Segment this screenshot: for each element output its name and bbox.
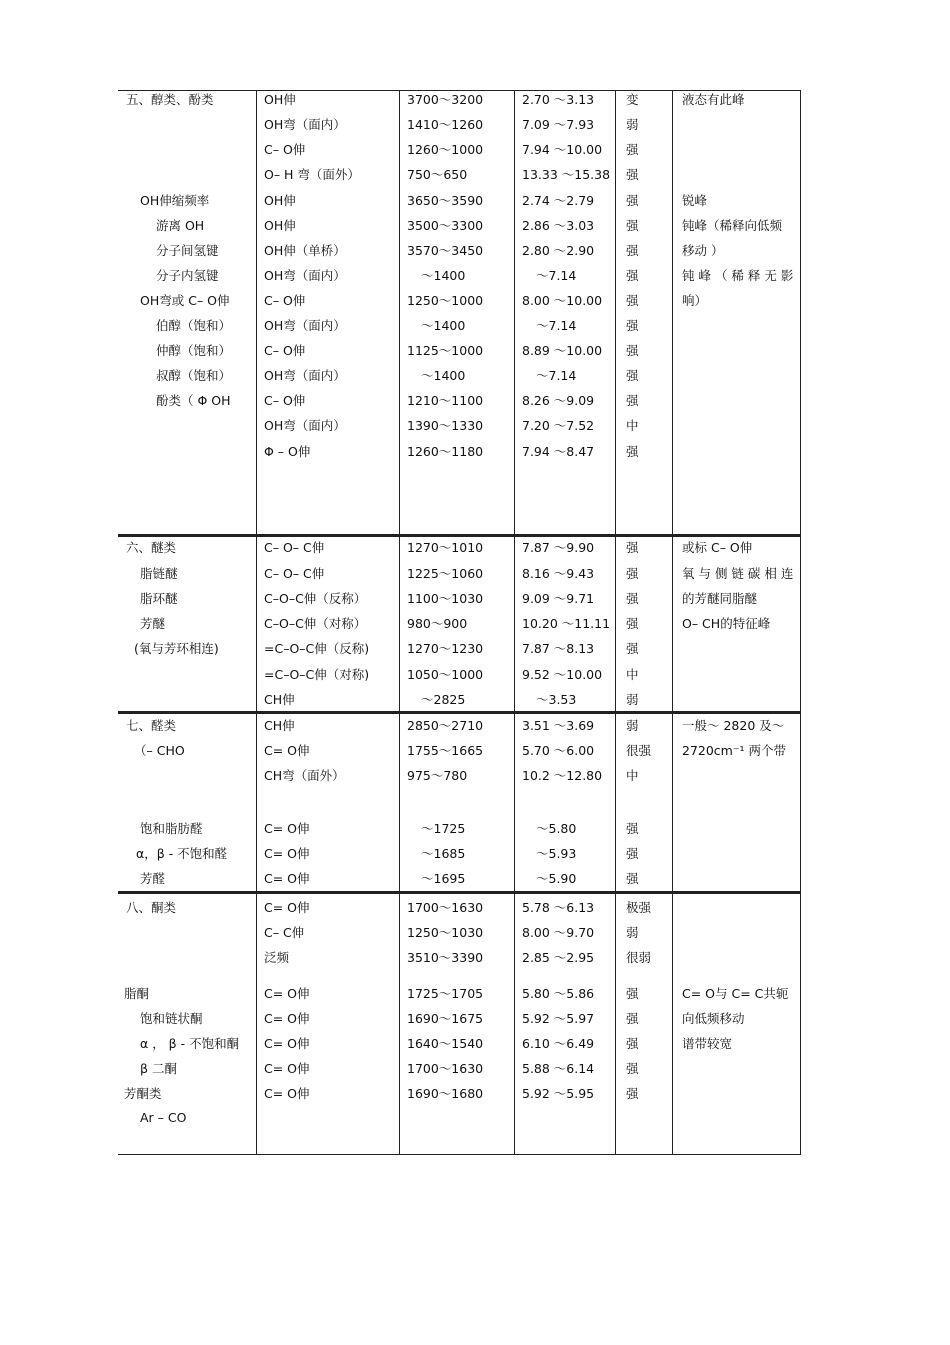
wavelength-cell: 2.74 ～2.79: [522, 193, 595, 208]
intensity-cell: 很弱: [626, 950, 652, 965]
wavenumber-cell: 3510～3390: [407, 950, 484, 965]
group-cell: 饱和脂肪醛: [140, 821, 203, 836]
column-divider: [514, 90, 515, 1155]
remark-cell: 一般～ 2820 及～: [682, 718, 785, 733]
wavelength-cell: ～7.14: [536, 368, 577, 383]
vibration-cell: C= O伸: [264, 986, 310, 1001]
intensity-cell: 强: [626, 318, 639, 333]
wavelength-cell: 5.80 ～5.86: [522, 986, 595, 1001]
wavenumber-cell: 3500～3300: [407, 218, 484, 233]
wavenumber-cell: 1700～1630: [407, 1061, 484, 1076]
wavenumber-cell: 2850～2710: [407, 718, 484, 733]
vibration-cell: CH弯（面外）: [264, 768, 345, 783]
wavenumber-cell: ～1400: [421, 368, 466, 383]
section-divider-7: [118, 711, 801, 714]
intensity-cell: 强: [626, 821, 639, 836]
intensity-cell: 强: [626, 846, 639, 861]
wavenumber-cell: 1100～1030: [407, 591, 484, 606]
intensity-cell: 强: [626, 393, 639, 408]
remark-cell: O– CH的特征峰: [682, 616, 771, 631]
remark-cell: 钝 峰 （ 稀 释 无 影: [682, 268, 794, 283]
intensity-cell: 强: [626, 616, 639, 631]
remark-cell: 锐峰: [682, 193, 708, 208]
intensity-cell: 中: [626, 418, 639, 433]
wavelength-cell: 5.88 ～6.14: [522, 1061, 595, 1076]
vibration-cell: C–O–C伸（反称）: [264, 591, 367, 606]
vibration-cell: C= O伸: [264, 743, 310, 758]
vibration-cell: OH弯（面内）: [264, 368, 346, 383]
vibration-cell: C= O伸: [264, 1086, 310, 1101]
wavenumber-cell: 1410～1260: [407, 117, 484, 132]
intensity-cell: 强: [626, 343, 639, 358]
vibration-cell: C– O伸: [264, 343, 306, 358]
vibration-cell: C= O伸: [264, 900, 310, 915]
group-cell: 叔醇（饱和）: [156, 368, 232, 383]
vibration-cell: O– H 弯（面外）: [264, 167, 360, 182]
intensity-cell: 中: [626, 667, 639, 682]
group-cell: OH伸缩频率: [140, 193, 210, 208]
vibration-cell: C– C伸: [264, 925, 305, 940]
vibration-cell: OH弯（面内）: [264, 318, 346, 333]
wavenumber-cell: 1225～1060: [407, 566, 484, 581]
wavenumber-cell: 975～780: [407, 768, 468, 783]
group-cell: α ， β - 不饱和酮: [140, 1036, 240, 1051]
intensity-cell: 强: [626, 591, 639, 606]
wavelength-cell: 2.70 ～3.13: [522, 92, 595, 107]
intensity-cell: 强: [626, 871, 639, 886]
intensity-cell: 强: [626, 268, 639, 283]
vibration-cell: C= O伸: [264, 821, 310, 836]
intensity-cell: 强: [626, 218, 639, 233]
vibration-cell: C= O伸: [264, 1061, 310, 1076]
intensity-cell: 中: [626, 768, 639, 783]
wavenumber-cell: 1125～1000: [407, 343, 484, 358]
intensity-cell: 强: [626, 167, 639, 182]
intensity-cell: 弱: [626, 117, 639, 132]
wavenumber-cell: 1640～1540: [407, 1036, 484, 1051]
group-cell: Ar – CO: [140, 1110, 187, 1125]
group-cell: β 二酮: [140, 1061, 177, 1076]
wavelength-cell: 2.85 ～2.95: [522, 950, 595, 965]
wavenumber-cell: 1700～1630: [407, 900, 484, 915]
wavelength-cell: ～5.93: [536, 846, 577, 861]
intensity-cell: 弱: [626, 925, 639, 940]
wavelength-cell: ～5.80: [536, 821, 577, 836]
wavenumber-cell: 1725～1705: [407, 986, 484, 1001]
group-cell: 八、酮类: [126, 900, 177, 915]
intensity-cell: 强: [626, 1036, 639, 1051]
wavelength-cell: ～7.14: [536, 268, 577, 283]
remark-cell: C= O与 C= C共轭: [682, 986, 789, 1001]
intensity-cell: 强: [626, 1011, 639, 1026]
remark-cell: 或标 C– O伸: [682, 540, 753, 555]
intensity-cell: 强: [626, 444, 639, 459]
group-cell: 芳醛: [140, 871, 166, 886]
wavelength-cell: 10.2 ～12.80: [522, 768, 603, 783]
wavenumber-cell: 1260～1000: [407, 142, 484, 157]
wavelength-cell: 8.00 ～9.70: [522, 925, 595, 940]
wavelength-cell: ～5.90: [536, 871, 577, 886]
group-cell: 脂链醚: [140, 566, 178, 581]
wavelength-cell: 7.94 ～8.47: [522, 444, 595, 459]
wavenumber-cell: 1390～1330: [407, 418, 484, 433]
vibration-cell: OH伸: [264, 92, 296, 107]
remark-cell: 液态有此峰: [682, 92, 745, 107]
intensity-cell: 强: [626, 243, 639, 258]
wavenumber-cell: 1250～1000: [407, 293, 484, 308]
vibration-cell: C= O伸: [264, 1011, 310, 1026]
intensity-cell: 极强: [626, 900, 652, 915]
group-cell: OH弯或 C– O伸: [140, 293, 230, 308]
wavelength-cell: 8.00 ～10.00: [522, 293, 603, 308]
intensity-cell: 强: [626, 566, 639, 581]
wavelength-cell: 7.87 ～8.13: [522, 641, 595, 656]
vibration-cell: C– O伸: [264, 393, 306, 408]
group-cell: 酚类（ Φ OH: [156, 393, 231, 408]
vibration-cell: OH伸: [264, 193, 296, 208]
wavelength-cell: 3.51 ～3.69: [522, 718, 595, 733]
wavenumber-cell: 1270～1010: [407, 540, 484, 555]
intensity-cell: 强: [626, 293, 639, 308]
wavenumber-cell: ～2825: [421, 692, 466, 707]
group-cell: 分子间氢键: [156, 243, 219, 258]
wavenumber-cell: 1210～1100: [407, 393, 484, 408]
wavelength-cell: 6.10 ～6.49: [522, 1036, 595, 1051]
wavelength-cell: 8.16 ～9.43: [522, 566, 595, 581]
vibration-cell: Φ – O伸: [264, 444, 311, 459]
remark-cell: 响）: [682, 293, 708, 308]
group-cell: 仲醇（饱和）: [156, 343, 232, 358]
wavenumber-cell: 980～900: [407, 616, 468, 631]
vibration-cell: OH弯（面内）: [264, 117, 346, 132]
vibration-cell: C– O伸: [264, 293, 306, 308]
wavenumber-cell: 1260～1180: [407, 444, 484, 459]
column-divider: [615, 90, 616, 1155]
group-cell: α，β - 不饱和醛: [136, 846, 228, 861]
group-cell: 饱和链状酮: [140, 1011, 203, 1026]
column-divider: [672, 90, 673, 1155]
wavenumber-cell: 1690～1680: [407, 1086, 484, 1101]
vibration-cell: OH伸（单桥）: [264, 243, 346, 258]
wavenumber-cell: 750～650: [407, 167, 468, 182]
vibration-cell: C– O伸: [264, 142, 306, 157]
vibration-cell: 泛频: [264, 950, 290, 965]
wavenumber-cell: 3650～3590: [407, 193, 484, 208]
vibration-cell: C= O伸: [264, 846, 310, 861]
group-cell: 脂环醚: [140, 591, 178, 606]
wavelength-cell: 5.92 ～5.97: [522, 1011, 595, 1026]
wavelength-cell: ～7.14: [536, 318, 577, 333]
group-cell: 五、醇类、酚类: [126, 92, 214, 107]
vibration-cell: OH弯（面内）: [264, 268, 346, 283]
wavenumber-cell: 1270～1230: [407, 641, 484, 656]
wavelength-cell: 2.86 ～3.03: [522, 218, 595, 233]
section-divider-8: [118, 891, 801, 894]
column-divider: [399, 90, 400, 1155]
wavelength-cell: 10.20 ～11.11: [522, 616, 611, 631]
group-cell: (氧与芳环相连): [134, 641, 219, 656]
wavelength-cell: 7.20 ～7.52: [522, 418, 595, 433]
vibration-cell: OH伸: [264, 218, 296, 233]
intensity-cell: 强: [626, 142, 639, 157]
intensity-cell: 强: [626, 540, 639, 555]
intensity-cell: 弱: [626, 718, 639, 733]
vibration-cell: =C–O–C伸（对称): [264, 667, 370, 682]
wavenumber-cell: ～1695: [421, 871, 466, 886]
intensity-cell: 弱: [626, 692, 639, 707]
wavelength-cell: 9.09 ～9.71: [522, 591, 595, 606]
group-cell: 芳醚: [140, 616, 166, 631]
vibration-cell: CH伸: [264, 692, 295, 707]
wavenumber-cell: ～1685: [421, 846, 466, 861]
intensity-cell: 强: [626, 641, 639, 656]
group-cell: 伯醇（饱和）: [156, 318, 232, 333]
wavenumber-cell: 1250～1030: [407, 925, 484, 940]
wavelength-cell: 5.70 ～6.00: [522, 743, 595, 758]
wavenumber-cell: 3570～3450: [407, 243, 484, 258]
wavelength-cell: 7.94 ～10.00: [522, 142, 603, 157]
vibration-cell: C= O伸: [264, 871, 310, 886]
intensity-cell: 强: [626, 368, 639, 383]
wavelength-cell: 8.89 ～10.00: [522, 343, 603, 358]
section-divider-6: [118, 534, 801, 537]
wavelength-cell: 5.92 ～5.95: [522, 1086, 595, 1101]
group-cell: 六、醚类: [126, 540, 177, 555]
intensity-cell: 强: [626, 193, 639, 208]
group-cell: （– CHO: [134, 743, 185, 758]
vibration-cell: C– O– C伸: [264, 540, 325, 555]
vibration-cell: OH弯（面内）: [264, 418, 346, 433]
wavenumber-cell: 1755～1665: [407, 743, 484, 758]
group-cell: 分子内氢键: [156, 268, 219, 283]
table-top-rule: [118, 90, 801, 91]
wavenumber-cell: 1050～1000: [407, 667, 484, 682]
remark-cell: 氧 与 侧 链 碳 相 连: [682, 566, 794, 581]
remark-cell: 谱带较宽: [682, 1036, 733, 1051]
intensity-cell: 强: [626, 1086, 639, 1101]
vibration-cell: C= O伸: [264, 1036, 310, 1051]
intensity-cell: 很强: [626, 743, 652, 758]
table-bottom-rule: [118, 1154, 801, 1155]
remark-cell: 移动 ）: [682, 243, 724, 258]
group-cell: 游离 OH: [156, 218, 205, 233]
column-divider: [256, 90, 257, 1155]
vibration-cell: C–O–C伸（对称）: [264, 616, 367, 631]
group-cell: 芳酮类: [124, 1086, 162, 1101]
remark-cell: 2720cm⁻¹ 两个带: [682, 743, 786, 758]
remark-cell: 向低频移动: [682, 1011, 745, 1026]
wavelength-cell: ～3.53: [536, 692, 577, 707]
intensity-cell: 强: [626, 1061, 639, 1076]
wavenumber-cell: ～1400: [421, 318, 466, 333]
wavelength-cell: 7.09 ～7.93: [522, 117, 595, 132]
wavelength-cell: 7.87 ～9.90: [522, 540, 595, 555]
wavelength-cell: 2.80 ～2.90: [522, 243, 595, 258]
wavelength-cell: 8.26 ～9.09: [522, 393, 595, 408]
wavenumber-cell: ～1400: [421, 268, 466, 283]
wavenumber-cell: ～1725: [421, 821, 466, 836]
wavenumber-cell: 1690～1675: [407, 1011, 484, 1026]
wavenumber-cell: 3700～3200: [407, 92, 484, 107]
remark-cell: 钝峰（稀释向低频: [682, 218, 783, 233]
remark-cell: 的芳醚同脂醚: [682, 591, 758, 606]
wavelength-cell: 9.52 ～10.00: [522, 667, 603, 682]
column-divider: [800, 90, 801, 1155]
group-cell: 七、醛类: [126, 718, 177, 733]
vibration-cell: C– O– C伸: [264, 566, 325, 581]
vibration-cell: CH伸: [264, 718, 295, 733]
group-cell: 脂酮: [124, 986, 150, 1001]
wavelength-cell: 5.78 ～6.13: [522, 900, 595, 915]
wavelength-cell: 13.33 ～15.38: [522, 167, 611, 182]
vibration-cell: =C–O–C伸（反称): [264, 641, 370, 656]
intensity-cell: 强: [626, 986, 639, 1001]
intensity-cell: 变: [626, 92, 639, 107]
